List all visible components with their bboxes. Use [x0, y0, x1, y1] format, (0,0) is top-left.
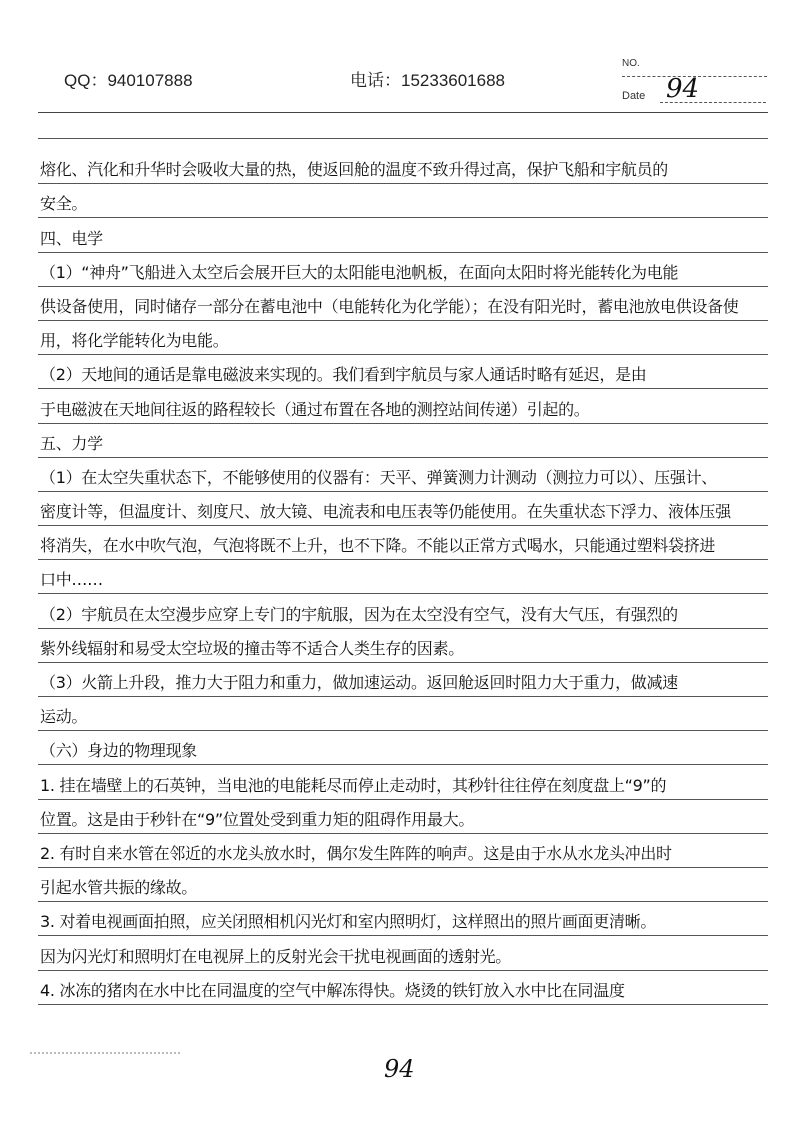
text-line [38, 184, 768, 218]
text-line [38, 731, 768, 765]
text-line [38, 936, 768, 970]
line-text: 用，将化学能转化为电能。 [40, 331, 229, 351]
date-label: Date [622, 90, 646, 102]
line-text: 1. 挂在墙壁上的石英钟，当电池的电能耗尽而停止走动时，其秒针往往停在刻度盘上“9”的 [40, 775, 667, 795]
line-text: （六）身边的物理现象 [40, 741, 198, 761]
text-line [38, 629, 768, 663]
text-line [38, 492, 768, 526]
text-line [38, 902, 768, 936]
text-line [38, 253, 768, 287]
date-value: 94 [666, 74, 700, 104]
line-text: 4. 冰冻的猪肉在水中比在同温度的空气中解冻得快。烧烫的铁钉放入水中比在同温度 [40, 980, 625, 1000]
header-rule [38, 112, 768, 113]
text-line [38, 424, 768, 458]
date-rule [660, 102, 766, 103]
text-line [38, 594, 768, 628]
no-date-block [622, 58, 772, 104]
notebook-lines [38, 150, 768, 1005]
line-text: 位置。这是由于秒针在“9”位置处受到重力矩的阻碍作用最大。 [40, 809, 475, 829]
text-line [38, 218, 768, 252]
line-text: 于电磁波在天地间往返的路程较长（通过布置在各地的测控站间传递）引起的。 [40, 399, 590, 419]
text-line [38, 663, 768, 697]
text-line [38, 458, 768, 492]
line-text: 安全。 [40, 194, 88, 214]
line-text: （1）“神舟”飞船进入太空后会展开巨大的太阳能电池帆板，在面向太阳时将光能转化为电能 [40, 262, 679, 282]
line-text: 3. 对着电视画面拍照，应关闭照相机闪光灯和室内照明灯，这样照出的照片画面更清晰。 [40, 912, 657, 932]
text-line [38, 526, 768, 560]
header-qq: QQ：940107888 [64, 71, 193, 90]
line-text: 供设备使用，同时储存一部分在蓄电池中（电能转化为化学能）；在没有阳光时，蓄电池放电供设备使 [40, 296, 739, 316]
line-text: 将消失，在水中吹气泡，气泡将既不上升，也不下降。不能以正常方式喝水，只能通过塑料袋挤进 [40, 536, 716, 556]
line-text: 五、力学 [40, 433, 103, 453]
line-text: 因为闪光灯和照明灯在电视屏上的反射光会干扰电视画面的透射光。 [40, 946, 512, 966]
text-line [38, 800, 768, 834]
line-text: （3）火箭上升段，推力大于阻力和重力，做加速运动。返回舱返回时阻力大于重力，做减速 [40, 673, 678, 692]
line-text: （2）宇航员在太空漫步应穿上专门的宇航服，因为在太空没有空气，没有大气压，有强烈的 [40, 604, 678, 624]
line-text: 紫外线辐射和易受太空垃圾的撞击等不适合人类生存的因素。 [40, 638, 464, 658]
line-text: 熔化、汽化和升华时会吸收大量的热，使返回舱的温度不致升得过高，保护飞船和宇航员的 [40, 160, 669, 180]
line-text: 密度计等，但温度计、刻度尺、放大镜、电流表和电压表等仍能使用。在失重状态下浮力、液体压强 [40, 502, 731, 522]
page-number: 94 [384, 1055, 415, 1083]
text-line [38, 355, 768, 389]
line-text: 引起水管共振的缘故。 [40, 878, 198, 898]
text-line [38, 868, 768, 902]
text-line [38, 150, 768, 184]
line-text: （2）天地间的通话是靠电磁波来实现的。我们看到宇航员与家人通话时略有延迟，是由 [40, 365, 647, 385]
line-text: 2. 有时自来水管在邻近的水龙头放水时，偶尔发生阵阵的响声。这是由于水从水龙头冲出时 [40, 843, 672, 863]
header-phone: 电话：15233601688 [350, 71, 506, 90]
text-line [38, 765, 768, 799]
line-text: （1）在太空失重状态下，不能够使用的仪器有：天平、弹簧测力计测动（测拉力可以）、压强计、 [40, 467, 717, 487]
line-text: 口中…… [40, 570, 103, 590]
text-line [38, 560, 768, 594]
line-text: 运动。 [40, 707, 88, 727]
text-line [38, 971, 768, 1005]
footer-smudge [30, 1052, 180, 1054]
text-line [38, 321, 768, 355]
text-line [38, 287, 768, 321]
ruled-line-top [38, 138, 768, 139]
text-line [38, 697, 768, 731]
line-text: 四、电学 [40, 228, 103, 248]
no-label: NO. [622, 58, 640, 69]
text-line [38, 389, 768, 423]
text-line [38, 834, 768, 868]
